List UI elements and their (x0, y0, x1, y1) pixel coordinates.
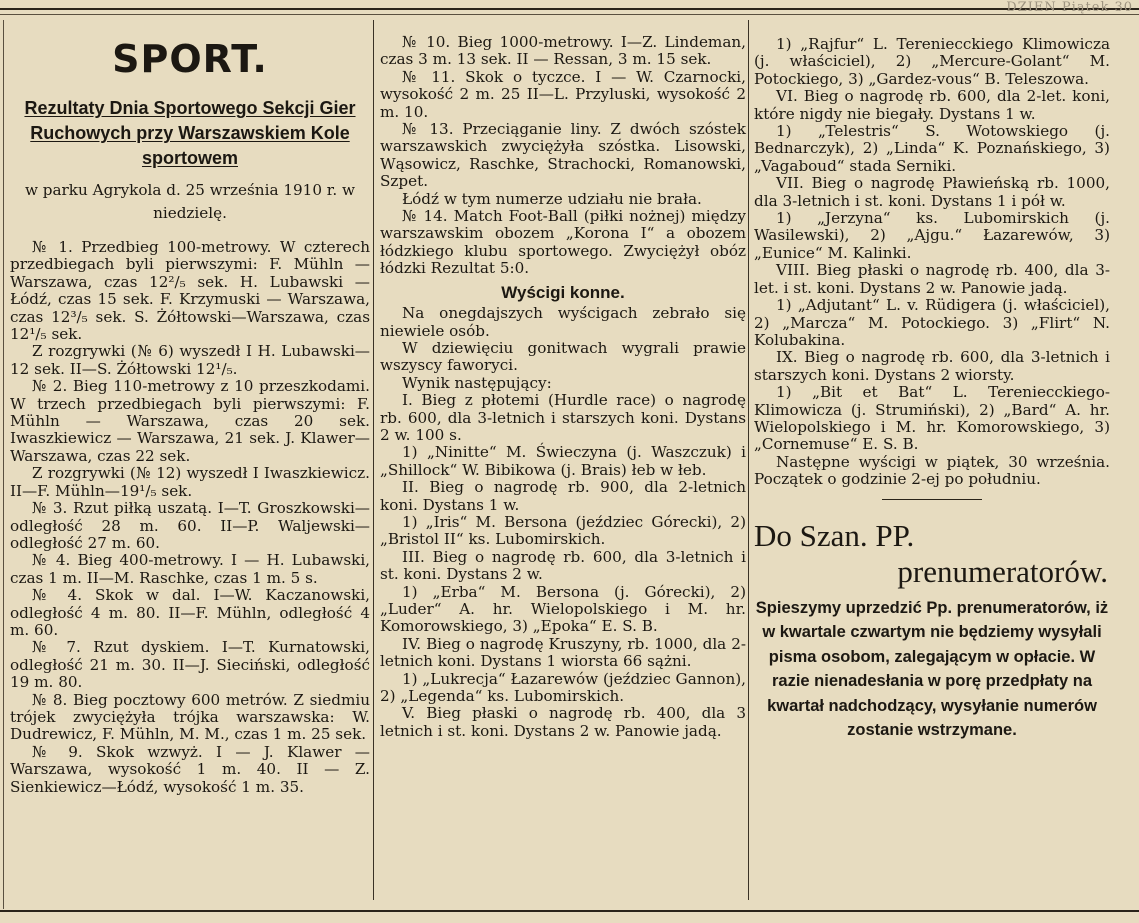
paragraph: Łódź w tym numerze udziału nie brała. (402, 189, 702, 208)
paragraph: V. Bieg płaski o nagrodę rb. 400, dla 3 letnich i st. koni. Dystans 2 w. Panowie jadą. (380, 704, 746, 740)
paragraph: № 11. Skok o tyczce. I — W. Czarnocki, wysokość 2 m. 25 II—L. Przyluski, wysokość 2 m. 10. (380, 67, 746, 121)
section-masthead: SPORT. (112, 37, 268, 81)
paragraph: 1) „Jerzyna“ ks. Lubomirskich (j. Wasilewski), 2) „Ajgu.“ Łazarewów, 3) „Eunice“ M. Kalinki. (754, 209, 1110, 262)
notice-title: Do Szan. PP. (754, 517, 915, 553)
notice-body: Spieszymy uprzedzić Pp. prenumeratorów, iż w kwartale czwartym nie będziemy wysyłali pisma osobom, zalegającym w opłacie. W razie nienadesłania w porę przedpłaty na kwartał nadchodzący, wysyłanie numerów zostanie wstrzymane. (755, 598, 1109, 740)
paragraph: Z rozgrywki (№ 12) wyszedł I Iwaszkiewicz. II—F. Mühln—19¹/₅ sek. (10, 464, 370, 500)
paragraph: 1) „Lukrecja“ Łazarewów (jeździec Gannon), 2) „Legenda“ ks. Lubomirskich. (380, 669, 746, 706)
paragraph: IX. Bieg o nagrodę rb. 600, dla 3-letnich i starszych koni. Dystans 2 wiorsty. (754, 348, 1110, 384)
paragraph: № 9. Skok wzwyż. I — J. Klawer — Warszawa, wysokość 1 m. 40. II — Z. Sienkiewicz—Łódź, wysokość 1 m. 35. (10, 742, 370, 796)
section-subheading: Wyścigi konne. (501, 282, 625, 302)
paragraph: VII. Bieg o nagrodę Pławieńską rb. 1000, dla 3-letnich i st. koni. Dystans 1 i pół w. (754, 174, 1110, 210)
column-2 (380, 34, 746, 740)
paragraph: 1) „Rajfur“ L. Tereniecckiego Klimowicza (j. właściciel), 2) „Mercure-Golant“ M. Potockiego, 3) „Gardez-vous“ B. Teleszowa. (754, 35, 1110, 88)
paragraph: № 14. Match Foot-Ball (piłki nożnej) między warszawskim obozem „Korona I“ a obozem łódzkiego klubu sportowego. Zwyciężył obóz łódzki Rezultat 5:0. (380, 207, 746, 278)
paragraph: Na onegdajszych wyścigach zebrało się niewiele osób. (380, 304, 746, 340)
paragraph: № 3. Rzut piłką uszatą. I—T. Groszkowski—odległość 28 m. 60. II—P. Waljewski—odległość 27 m. 60. (10, 499, 370, 552)
paragraph: 1) „Iris“ M. Bersona (jeździec Górecki), 2) „Bristol II“ ks. Lubomirskich. (380, 512, 746, 549)
paragraph: 1) „Ninitte“ M. Świeczyna (j. Waszczuk) i „Shillock“ W. Bibikowa (j. Brais) łeb w łeb. (380, 443, 746, 479)
paragraph: 1) „Erba“ M. Bersona (j. Górecki), 2) „Luder“ A. hr. Wielopolskiego i M. hr. Komorowskiego, 3) „Epoka“ E. S. B. (380, 582, 746, 636)
paragraph: № 1. Przedbieg 100-metrowy. W czterech przedbiegach byli pierwszymi: F. Mühln — Warszawa, czas 12²/₅ sek. H. Lubawski — Łódź, czas 15 sek. F. Krzymuski — Warszawa, czas 12³/₅ sek. S. Żółtowski—Warszawa, czas 12¹/₅ sek. (10, 238, 370, 344)
paragraph: IV. Bieg o nagrodę Kruszyny, rb. 1000, dla 2-letnich koni. Dystans 1 wiorsta 66 sążni. (380, 634, 746, 671)
top-rule (0, 8, 1139, 10)
header-ghost-text: DZIEŃ Piątek 30 (1006, 0, 1133, 15)
paragraph: № 8. Bieg pocztowy 600 metrów. Z siedmiu trójek zwyciężyła trójka warszawska: W. Dudrewicz, F. Mühln, M. M., czas 1 m. 25 sek. (10, 690, 370, 744)
article-heading: Rezultaty Dnia Sportowego Sekcji Gier Ruchowych przy Warszawskiem Kole sportowem (24, 98, 356, 168)
paragraph: № 2. Bieg 110-metrowy z 10 przeszkodami. W trzech przedbiegach byli pierwszymi: F. Mühln — Warszawa, czas 20 sek. Iwaszkiewicz — Warszawa, 21 sek. J. Klawer—Warszawa, czas 22 sek. (10, 377, 370, 465)
column-rule-1 (373, 20, 374, 900)
left-border (3, 20, 4, 909)
paragraph: VI. Bieg o nagrodę rb. 600, dla 2-let. koni, które nigdy nie biegały. Dystans 1 w. (754, 87, 1110, 123)
paragraph: № 7. Rzut dyskiem. I—T. Kurnatowski, odległość 21 m. 30. II—J. Sieciński, odległość 19 m. 80. (10, 638, 370, 692)
paragraph: III. Bieg o nagrodę rb. 600, dla 3-letnich i st. koni. Dystans 2 w. (380, 547, 746, 584)
column-rule-2 (748, 20, 749, 900)
paragraph: № 10. Bieg 1000-metrowy. I—Z. Lindeman, czas 3 m. 13 sek. II — Ressan, 3 m. 15 sek. (380, 33, 746, 69)
article-subheading: w parku Agrykola d. 25 września 1910 r. w niedzielę. (24, 181, 356, 222)
paragraph: № 13. Przeciąganie liny. Z dwóch szóstek warszawskich zwyciężyła szóstka. Lisowski, Wąsowicz, Raschke, Strachocki, Romanowski, Szpet. (380, 120, 746, 191)
paragraph: 1) „Bit et Bat“ L. Tereniecckiego-Klimowicza (j. Strumiński), 2) „Bard“ A. hr. Wielopolskiego i M. hr. Komorowskiego, 3) „Cornemuse“ E. S. B. (754, 383, 1110, 454)
bottom-rule (0, 910, 1139, 912)
paragraph: II. Bieg o nagrodę rb. 900, dla 2-letnich koni. Dystans 1 w. (380, 478, 746, 514)
top-rule-thin (0, 14, 1139, 15)
paragraph: I. Bieg z płotemi (Hurdle race) o nagrodę rb. 600, dla 3-letnich i starszych koni. Dystans 2 w. 100 s. (380, 391, 746, 444)
notice-title-line2: prenumeratorów. (897, 553, 1108, 589)
paragraph: 1) „Adjutant“ L. v. Rüdigera (j. właściciel), 2) „Marcza“ M. Potockiego. 3) „Flirt“ N. Kolubakina. (754, 296, 1110, 349)
column-3 (754, 36, 1110, 743)
paragraph: W dziewięciu gonitwach wygrali prawie wszyscy faworyci. (380, 338, 746, 375)
column-1 (10, 34, 370, 796)
paragraph: № 4. Skok w dal. I—W. Kaczanowski, odległość 4 m. 80. II—F. Mühln, odległość 4 m. 60. (10, 586, 370, 639)
paragraph: VIII. Bieg płaski o nagrodę rb. 400, dla 3-let. i st. koni. Dystans 2 w. Panowie jadą. (754, 261, 1110, 297)
paragraph: 1) „Telestris“ S. Wotowskiego (j. Bednarczyk), 2) „Linda“ K. Poznańskiego, 3) „Vagaboud“ stada Serniki. (754, 122, 1110, 175)
paragraph: Z rozgrywki (№ 6) wyszedł I H. Lubawski—12 sek. II—S. Żółtowski 12¹/₅. (10, 342, 370, 378)
paragraph: № 4. Bieg 400-metrowy. I — H. Lubawski, czas 1 m. II—M. Raschke, czas 1 m. 5 s. (10, 551, 370, 587)
paragraph: Wynik następujący: (402, 373, 552, 392)
paragraph: Następne wyścigi w piątek, 30 września. Początek o godzinie 2-ej po południu. (754, 452, 1110, 489)
divider (882, 499, 982, 500)
